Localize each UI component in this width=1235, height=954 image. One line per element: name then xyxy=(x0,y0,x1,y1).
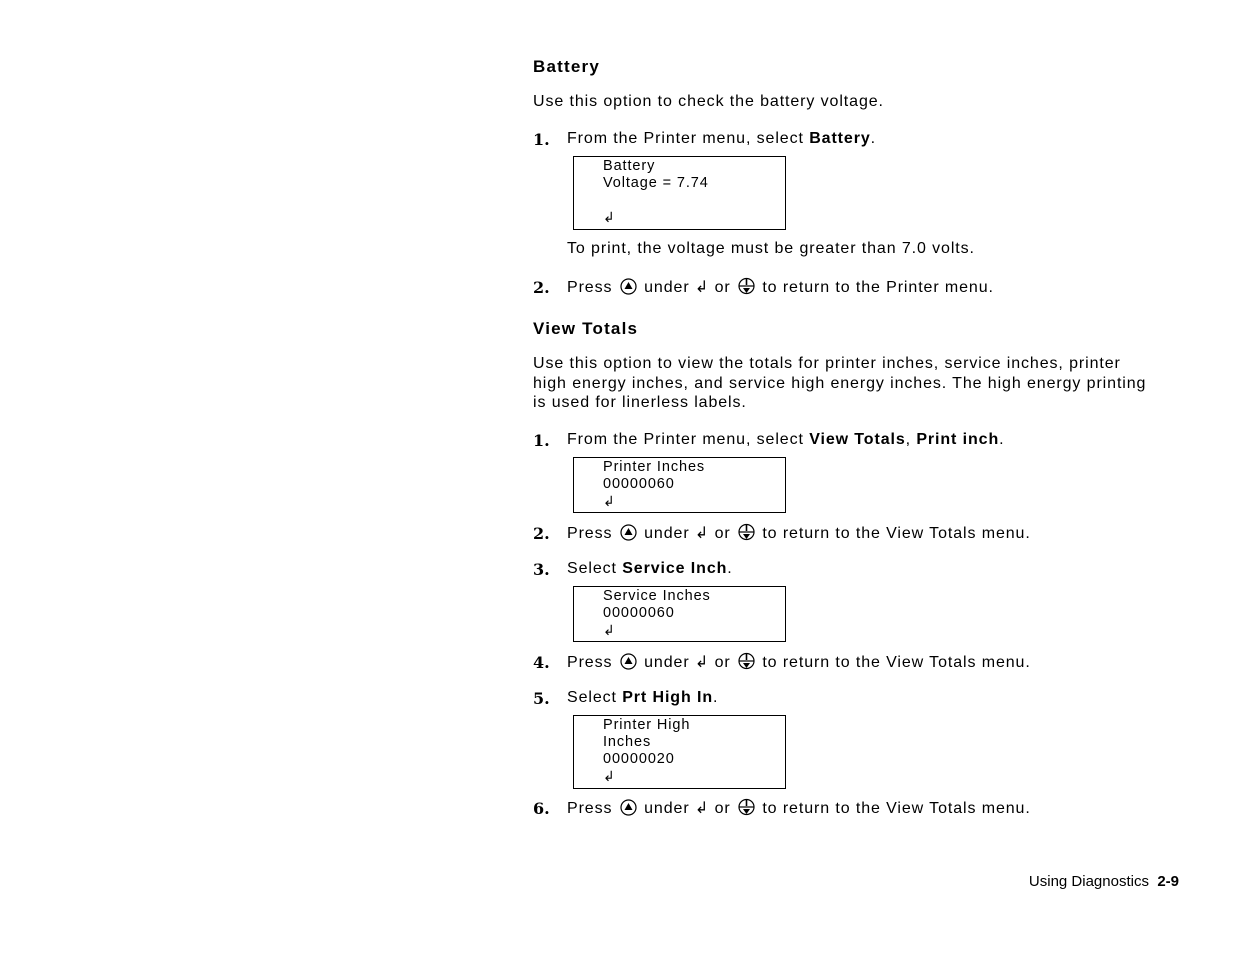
step-number: 4. xyxy=(533,653,550,672)
circle-up-arrow-icon xyxy=(620,278,637,295)
circle-up-arrow-icon xyxy=(620,799,637,816)
enter-symbol: ↲ xyxy=(603,209,616,225)
battery-step-2: Press under ↲ or to return to the Printer menu. xyxy=(567,279,994,296)
enter-symbol: ↲ xyxy=(603,622,616,638)
page-number: 2-9 xyxy=(1157,873,1179,890)
enter-symbol: ↲ xyxy=(694,654,710,671)
display-line: 00000060 xyxy=(603,605,675,621)
enter-symbol: ↲ xyxy=(694,800,710,817)
step-number: 2. xyxy=(533,278,550,297)
step-number: 3. xyxy=(533,560,550,579)
display-line: Battery xyxy=(603,158,656,174)
escape-key-icon xyxy=(738,798,755,816)
display-line: Inches xyxy=(603,734,652,750)
step-number: 1. xyxy=(533,130,550,149)
service-inches-display xyxy=(573,586,786,642)
totals-step-6: Press under ↲ or to return to the View Totals menu. xyxy=(567,800,1031,817)
escape-key-icon xyxy=(738,652,755,670)
escape-key-icon xyxy=(738,277,755,295)
step-number: 6. xyxy=(533,799,550,818)
footer-section: Using Diagnostics xyxy=(1028,873,1149,890)
enter-symbol: ↲ xyxy=(694,525,710,542)
totals-step-2: Press under ↲ or to return to the View Totals menu. xyxy=(567,525,1031,542)
step-number: 5. xyxy=(533,689,550,708)
display-line: Service Inches xyxy=(603,588,711,604)
display-line: Printer High xyxy=(603,717,691,733)
step-number: 2. xyxy=(533,524,550,543)
totals-step-3: Select Service Inch. xyxy=(567,560,733,577)
printer-inches-display xyxy=(573,457,786,513)
escape-key-icon xyxy=(738,523,755,541)
totals-step-4: Press under ↲ or to return to the View Totals menu. xyxy=(567,654,1031,671)
enter-symbol: ↲ xyxy=(603,493,616,509)
display-line: Printer Inches xyxy=(603,459,706,475)
view-totals-heading: View Totals xyxy=(533,319,639,338)
battery-display xyxy=(573,156,786,230)
step-number: 1. xyxy=(533,431,550,450)
enter-symbol: ↲ xyxy=(694,279,710,296)
view-totals-intro: Use this option to view the totals for printer inches, service inches, printer high energy inches, and service high energy inches. The high energy printing is used for linerless labels. xyxy=(533,355,1147,411)
display-line: 00000020 xyxy=(603,751,675,767)
circle-up-arrow-icon xyxy=(620,653,637,670)
battery-note: To print, the voltage must be greater than 7.0 volts. xyxy=(567,240,975,257)
totals-step-5: Select Prt High In. xyxy=(567,689,719,706)
display-line: Voltage = 7.74 xyxy=(603,175,709,191)
circle-up-arrow-icon xyxy=(620,524,637,541)
battery-heading: Battery xyxy=(533,57,600,76)
battery-step-1: From the Printer menu, select Battery. xyxy=(567,130,876,147)
totals-step-1: From the Printer menu, select View Totals, Print inch. xyxy=(567,431,1005,448)
battery-intro: Use this option to check the battery voltage. xyxy=(533,93,884,110)
printer-high-inches-display xyxy=(573,715,786,789)
page-footer xyxy=(1029,873,1179,890)
enter-symbol: ↲ xyxy=(603,768,616,784)
display-line: 00000060 xyxy=(603,476,675,492)
